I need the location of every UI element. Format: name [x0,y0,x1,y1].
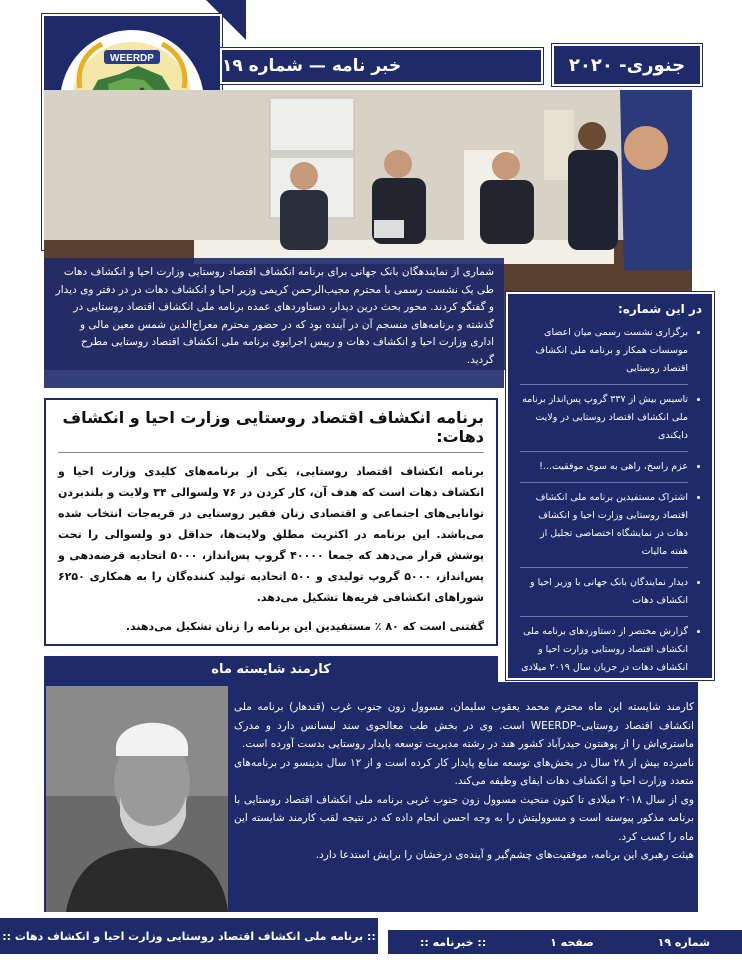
employee-section-title: کارمند شایسته ماه [44,656,498,682]
footer-info [388,930,742,954]
toc-item: • تاسیس بیش از ۳۳۷ گروپ پس‌انداز برنامه ملی انکشاف اقتصاد روستایی در ولایت دایکندی [520,391,688,452]
employee-description [234,698,694,865]
photo-caption: شماری از نمایندهگان بانک جهانی برای برنامه انکشاف اقتصاد روستایی وزارت احیا و انکشاف دهات طی یک نشست رسمی با محترم مجیب‌الرحمن کریمی وزیر احیا و انکشاف دهات در در دفتر وی دیدار و گفتگو کردند. محور بحث درین دیدار، دستاوردهای عمده برنامه ملی انکشاف اقتصاد روستایی در گذشته و برنامه‌های منسجم آن در آینده بود که در حضور محترم معراج‌الدین شمس معین مالی و اداری وزارت احیا و انکشاف دهات و رییس اجرابوی برنامه ملی انکشاف اقتصاد روستایی مطرح گردید. [44,258,504,388]
divider [58,452,484,453]
employee-paragraph: وی از سال ۲۰۱۸ میلادی تا کنون منحیث مسوول زون جنوب غربی برنامه ملی انکشاف اقتصاد روستایی با برنامه مذکور پیوسته است و مسوولیتش را به وجه احسن انجام داده که در نتیجه لقب کارمند شایسته این ماه را کسب کرد. [234,793,694,843]
toc-item: • دیدار نمایندگان بانک جهانی با وزیر احیا و انکشاف دهات [520,574,688,617]
footer-page: صفحه ۱ [550,935,594,949]
newsletter-title: خبر نامه — شماره ۱۹ [220,48,543,84]
footer-program-name: :: برنامه ملی انکشاف اقتصاد روستایی وزارت احیا و انکشاف دهات :: [0,918,378,954]
article-note: گفتنی است که ۸۰ ٪ مستفیدین این برنامه را زنان تشکیل می‌دهند. [125,620,484,633]
program-article [44,398,498,646]
footer-newsletter: :: خبرنامه :: [419,935,487,949]
employee-paragraph: کارمند شایسته این ماه محترم محمد یعقوب سلیمان، مسوول زون جنوب غرب (قندهار) برنامه ملی انکشاف اقتصاد روستایی–WEERDP است. وی در بخش طب معالجوی سند لیسانس دارد و مدرک ماستری‌اش را از پوهنتون حیدرآباد کشور هند در رشته مدیریت توسعه پایدار روستایی بدست آورده است. [234,701,694,750]
in-this-issue [506,292,714,680]
employee-paragraph: نامبرده بیش از ۲۸ سال در بخش‌های توسعه منابع پایدار کار کرده است و از ۱۲ سال بدینسو در برنامه‌های متعدد وزارت احیا و انکشاف دهات ایفای وظیفه می‌کند. [234,756,694,787]
toc-heading: در این شماره: [618,302,702,316]
employee-photo [46,686,228,912]
toc-item: • برگزاری نشست رسمی میان اعضای موسسات همکار و برنامه ملی انکشاف اقتصاد روستایی [520,324,688,385]
toc-item: • اشتراک مستفیدین برنامه ملی انکشاف اقتصاد روستایی وزارت احیا و انکشاف دهات در نمایشگاه اختصاصی تجلیل از هفته مالیات [520,489,688,568]
article-body: برنامه انکشاف اقتصاد روستایی، یکی از برنامه‌های کلیدی وزارت احیا و انکشاف دهات است که هدف آن، کار کردن در ۷۶ ولسوالی ۳۴ ولایت و بلندبردن توانایی‌های اجتماعی و اقتصادی زنان فقیر روستایی در قریه‌جات انتخاب شده می‌باشد. این برنامه در اکثریت مطلق ولایت‌ها، حداقل دو ولسوالی را تحت پوشش قرار می‌دهد که جمعا ۴۰۰۰۰ گروپ پس‌انداز، ۵۰۰۰ اتحادیه قرضه‌دهی و پس‌انداز، ۵۰۰۰ گروپ تولیدی و ۵۰۰ اتحادیه تولید کننده‌گان را به همکاری ۶۲۵۰ شوراهای انکشافی قریه‌ها تشکیل می‌دهد. [58,465,485,604]
logo-acronym: WEERDP [110,53,154,64]
toc-item: • گزارش مختصر از دستاوردهای برنامه ملی انکشاف اقتصاد روستایی وزارت احیا و انکشاف دهات در جریان سال ۲۰۱۹ میلادی [520,623,688,683]
article-title: برنامه انکشاف اقتصاد روستایی وزارت احیا و انکشاف دهات: [62,408,484,446]
newsletter-date: جنوری- ۲۰۲۰ [552,44,702,86]
toc-item: • عزم راسخ، راهی به سوی موفقیت...! [520,458,688,483]
footer-issue: شماره ۱۹ [657,935,711,949]
employee-paragraph: هیئت رهبری این برنامه، موفقیت‌های چشم‌گیر و آینده‌ی درخشان را برایش استدعا دارد. [315,849,694,861]
